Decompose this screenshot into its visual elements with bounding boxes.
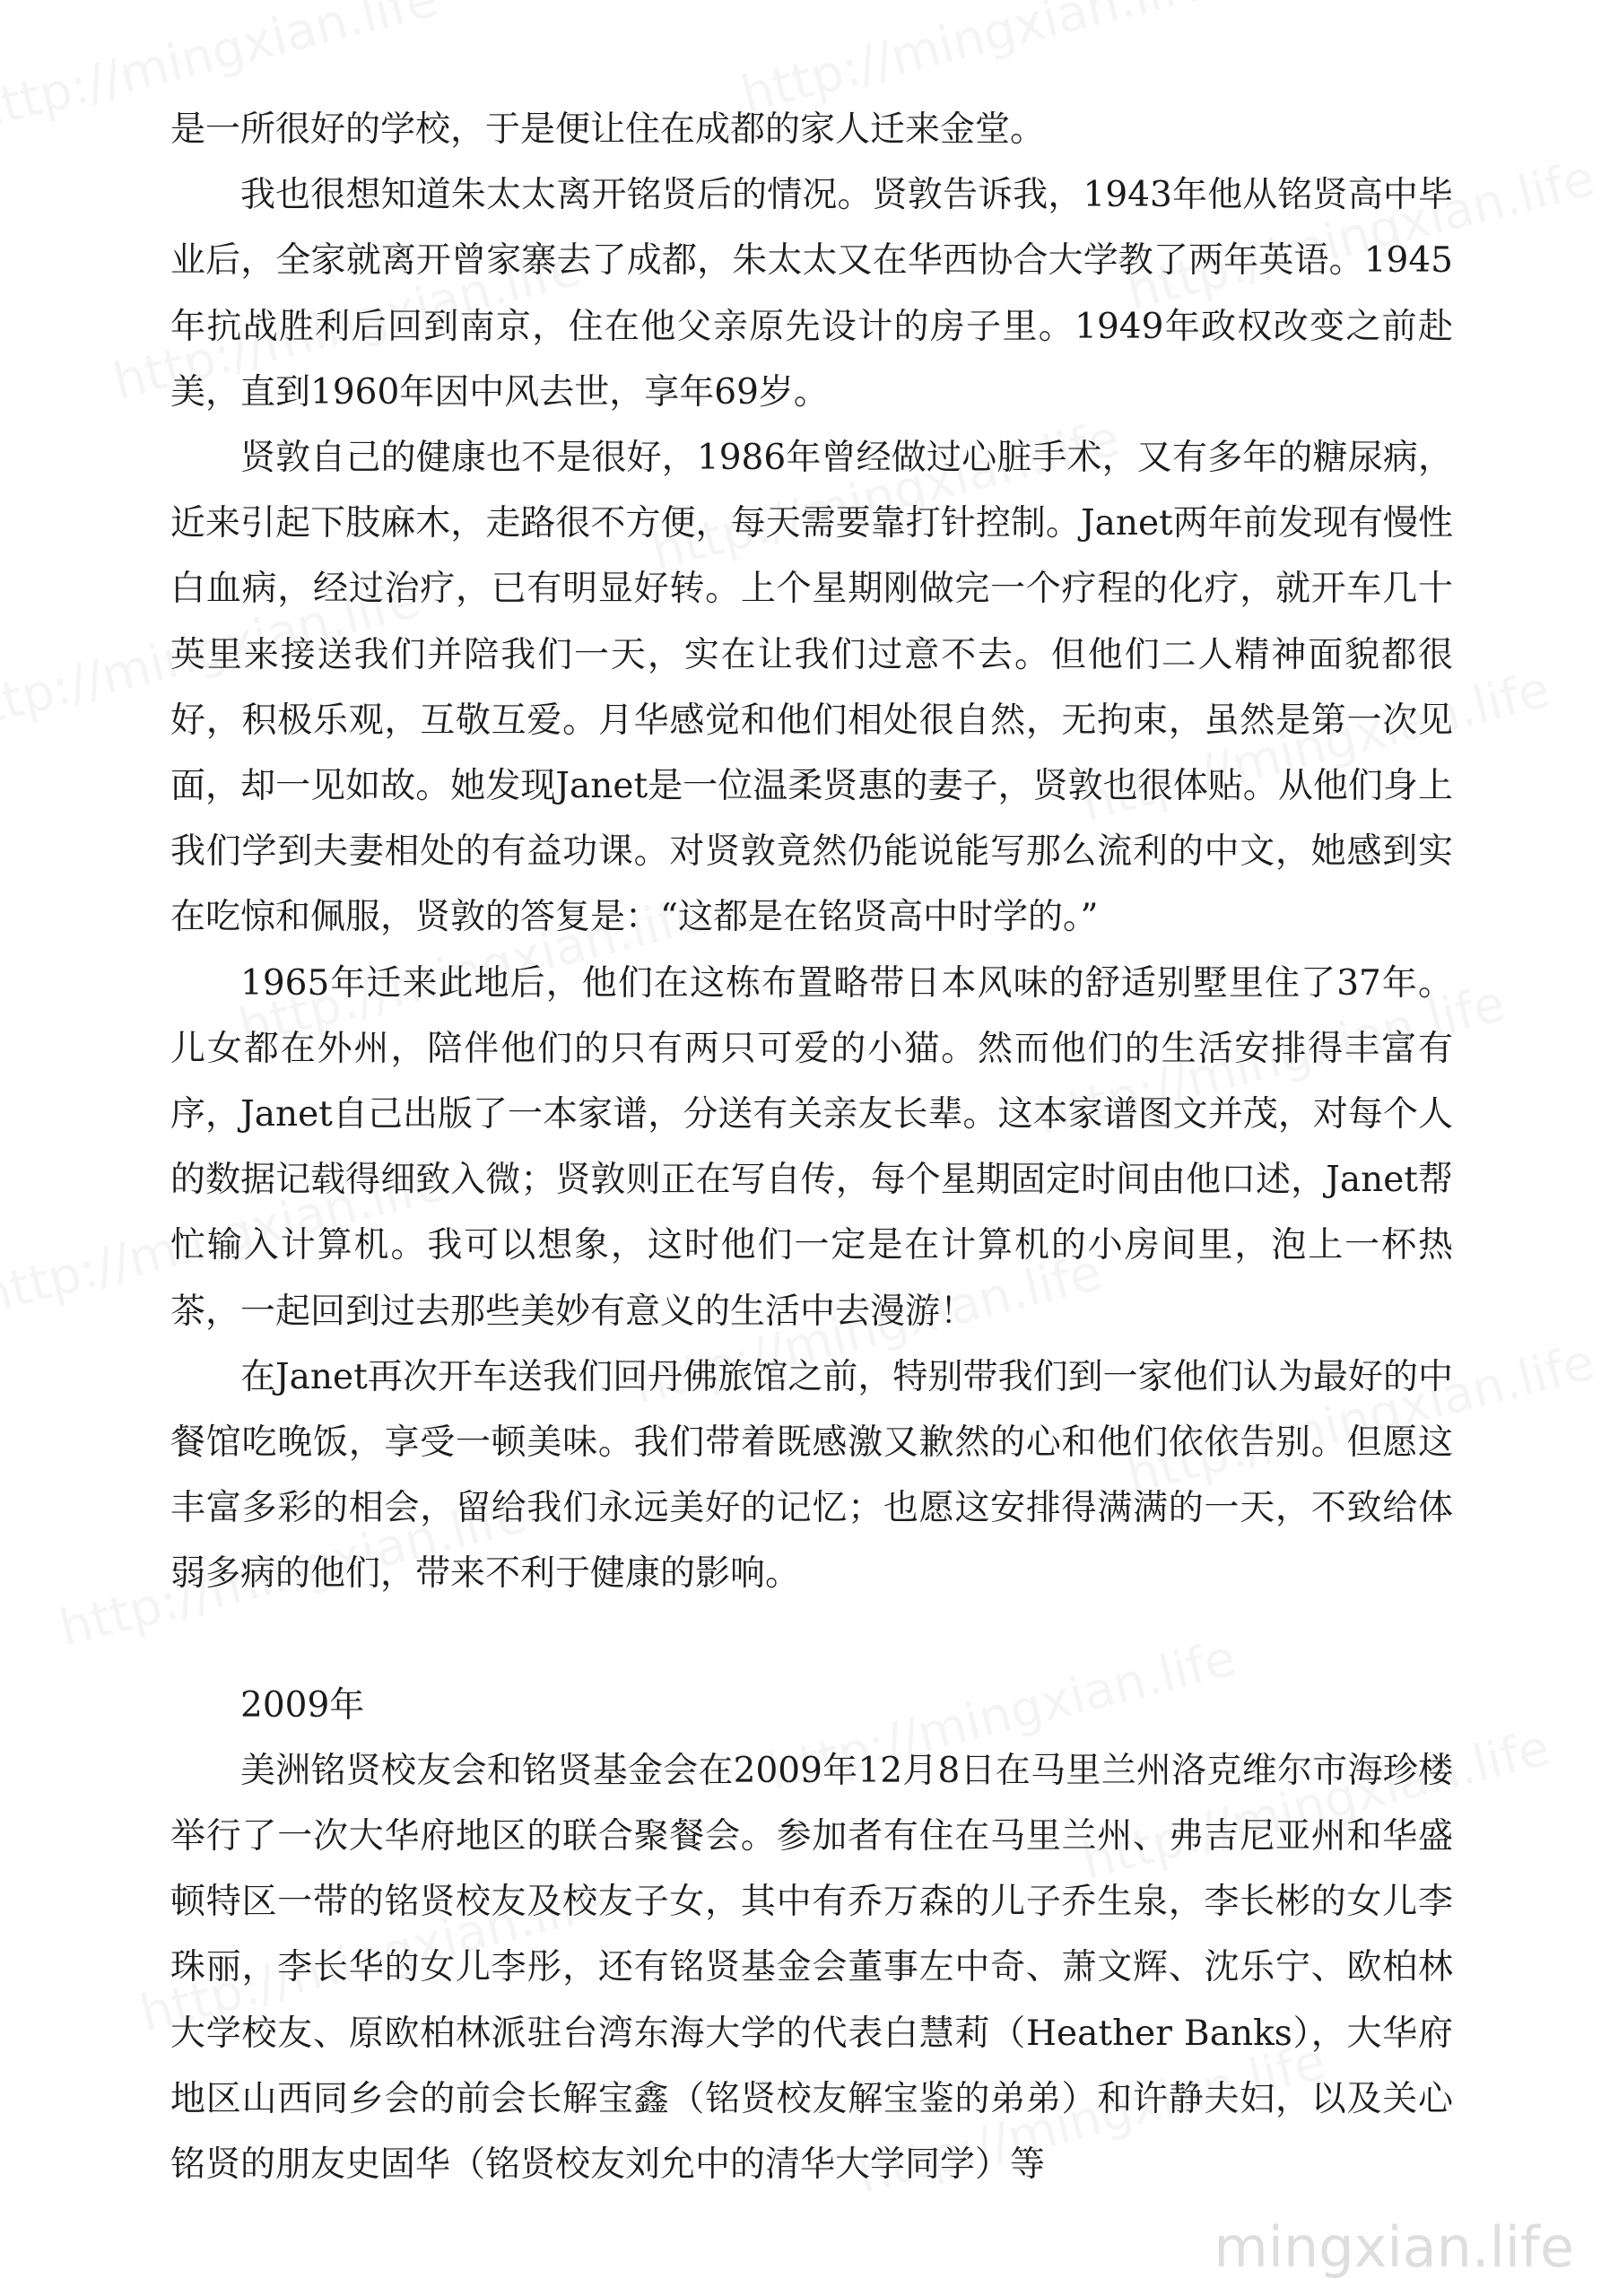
paragraph: 1965年迁来此地后，他们在这栋布置略带日本风味的舒适别墅里住了37年。儿女都在外州，陪伴他们的只有两只可爱的小猫。然而他们的生活安排得丰富有序，Janet自己出版了一本家谱，分送有关亲友长辈。这本家谱图文并茂，对每个人的数据记载得细致入微；贤敦则正在写自传，每个星期固定时间由他口述，Janet帮忙输入计算机。我可以想象，这时他们一定是在计算机的小房间里，泡上一杯热茶，一起回到过去那些美妙有意义的生活中去漫游！ — [170, 962, 1453, 1332]
paragraph: 在Janet再次开车送我们回丹佛旅馆之前，特别带我们到一家他们认为最好的中餐馆吃晚饭，享受一顿美味。我们带着既感激又歉然的心和他们依依告别。但愿这丰富多彩的相会，留给我们永远美好的记忆；也愿这安排得满满的一天，不致给体弱多病的他们，带来不利于健康的影响。 — [170, 1356, 1453, 1595]
body-text — [170, 97, 1453, 2197]
section-heading: 2009年 — [240, 1684, 365, 1726]
paragraph: 美洲铭贤校友会和铭贤基金会在2009年12月8日在马里兰州洛克维尔市海珍楼举行了一次大华府地区的联合聚餐会。参加者有住在马里兰州、弗吉尼亚州和华盛顿特区一带的铭贤校友及校友子女，其中有乔万森的儿子乔生泉，李长彬的女儿李珠丽，李长华的女儿李彤，还有铭贤基金会董事左中奇、萧文辉、沈乐宁、欧柏林大学校友、原欧柏林派驻台湾东海大学的代表白慧莉（Heather Banks），大华府地区山西同乡会的前会长解宝鑫（铭贤校友解宝鉴的弟弟）和许静夫妇，以及关心铭贤的朋友史固华（铭贤校友刘允中的清华大学同学）等 — [170, 1750, 1453, 2186]
paragraph: 贤敦自己的健康也不是很好，1986年曾经做过心脏手术，又有多年的糖尿病，近来引起下肢麻木，走路很不方便，每天需要靠打针控制。Janet两年前发现有慢性白血病，经过治疗，已有明显好转。上个星期刚做完一个疗程的化疗，就开车几十英里来接送我们并陪我们一天，实在让我们过意不去。但他们二人精神面貌都很好，积极乐观，互敬互爱。月华感觉和他们相处很自然，无拘束，虽然是第一次见面，却一见如故。她发现Janet是一位温柔贤惠的妻子，贤敦也很体贴。从他们身上我们学到夫妻相处的有益功课。对贤敦竟然仍能说能写那么流利的中文，她感到实在吃惊和佩服，贤敦的答复是：“这都是在铭贤高中时学的。” — [170, 438, 1453, 938]
paragraph: 是一所很好的学校，于是便让住在成都的家人迁来金堂。 — [170, 109, 1046, 150]
paragraph: 我也很想知道朱太太离开铭贤后的情况。贤敦告诉我，1943年他从铭贤高中毕业后，全家就离开曾家寨去了成都，朱太太又在华西协合大学教了两年英语。1945年抗战胜利后回到南京，住在他父亲原先设计的房子里。1949年政权改变之前赴美，直到1960年因中风去世，享年69岁。 — [170, 175, 1453, 413]
footer-watermark: mingxian.life — [1214, 2214, 1574, 2280]
